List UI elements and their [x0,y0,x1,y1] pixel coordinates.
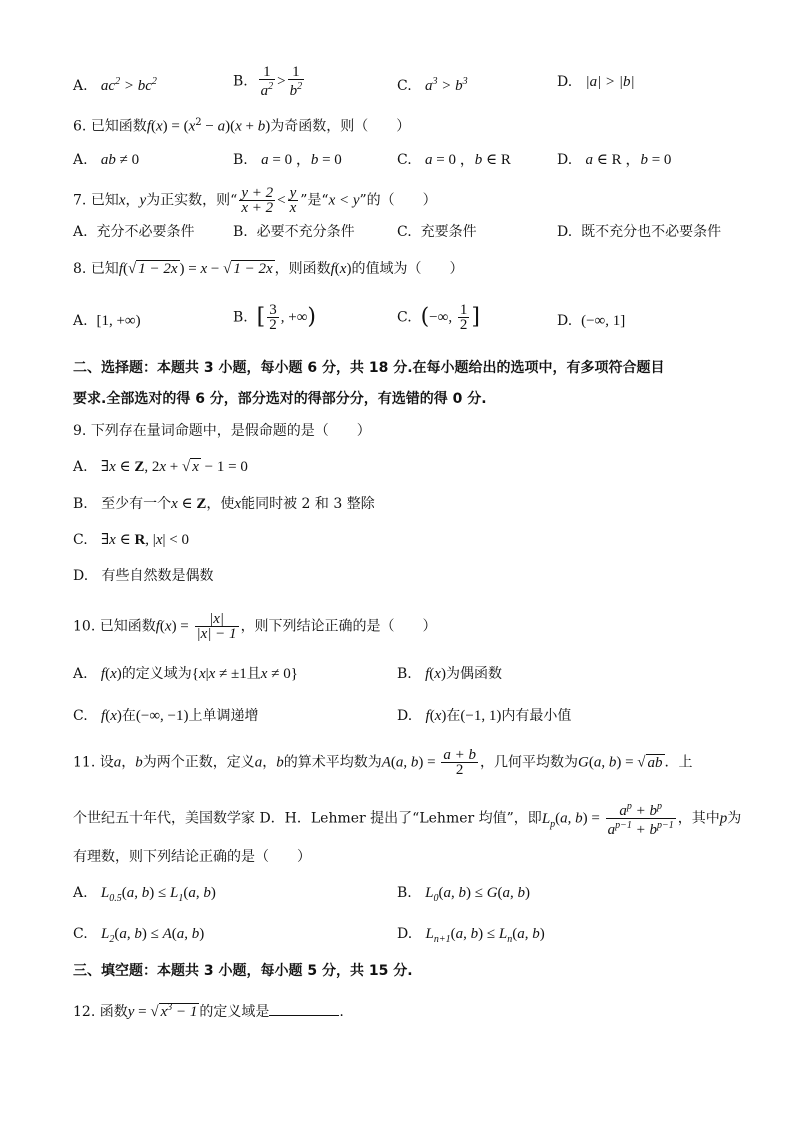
question-text: 有理数，则下列结论正确的是（ ） [73,849,311,865]
option-label: C. [397,78,412,94]
option-label: D. [557,224,573,240]
q8-option-b: B. [ $\frac{3}{2}$ , +∞) [233,302,316,333]
math-fraction: $\frac{y + 2}{x + 2}$ [241,185,274,216]
option-label: A. [73,224,88,240]
question-text: 为两个正数，定义 [142,754,255,771]
q10-option-b: B. f(x)为偶函数 [397,666,502,682]
set-name: R [611,152,622,168]
q5-option-c [397,72,468,96]
question-number: 11. [73,754,96,771]
q11-stem-line2: 个世纪五十年代，美国数学家 D．H．Lehmer 提出了“Lehmer 均值”，即$L_p(a$, b) = $\frac{a^p + b^p}{a^{p-1} + b^{p-1}}$ ，其中p为 [73,801,742,838]
option-label: A. [73,666,88,682]
option-text: 为偶函数 [445,666,502,682]
q6-option-d: D. a ∈ R ，b = 0 [557,152,672,168]
section-heading: 三、填空题：本题共 3 小题，每小题 5 分，共 15 分. [73,963,413,979]
q6-option-c: C. a = 0 ，b ∈ R [397,152,511,168]
option-label: A. [73,78,88,94]
math-fraction: $\frac{1}{a^2}$ [260,64,274,99]
q9-stem [73,421,371,441]
q9-option-c: C. ∃x ∈ R, |x| < 0 [73,532,189,548]
q6-option-a: A. ab ≠ 0 [73,152,140,168]
answer-blank[interactable] [269,1001,339,1016]
question-text: ，几何平均数为 [479,754,578,771]
q10-option-d: D. f(x)在(−1, 1)内有最小值 [397,708,572,724]
math-expr: |a| > |b| [585,74,635,90]
question-text: ，其中 [677,810,720,827]
question-number: 12. [73,1004,96,1020]
q7-option-a [73,222,194,242]
set-name: R [500,152,511,168]
option-label: B. [397,885,412,901]
option-label: A. [73,313,88,329]
question-text: ，则下列结论正确的是（ ） [240,618,437,635]
question-text: 的值域为（ ） [351,261,464,277]
q8-option-a: A. [1, +∞) [73,313,141,329]
question-text: 为奇函数，则（ ） [270,118,411,135]
question-text: 下列存在量词命题中，是假命题的是（ ） [90,423,371,439]
q5-option-d [557,72,635,92]
option-label: D. [557,74,573,90]
option-label: D. [397,926,413,942]
question-text: 的算术平均数为 [283,754,382,771]
option-label: B. [233,309,248,326]
q9-option-a: A. ∃x ∈ Z, 2x + √ x − 1 = 0 [73,459,248,475]
q7-option-b [233,222,355,242]
math-expr: a [261,152,269,168]
question-text: 为正实数，则“ [146,192,238,209]
option-text: 必要不充分条件 [256,224,355,240]
option-label: A. [73,152,88,168]
q6-option-b: B. a = 0 ，b = 0 [233,152,342,168]
q12-stem: 12. 函数y = √ $x^3 - 1$ 的定义域是 . [73,1002,344,1020]
question-text: . [339,1004,344,1020]
question-text: 已知函数 [90,118,147,135]
option-label: D. [557,152,573,168]
math-fraction: $\frac{3}{2}$ [269,302,277,333]
option-text: 的定义域为 [121,666,192,682]
q10-option-a: A. f(x)的定义域为{x|x ≠ ±1且x ≠ 0} [73,666,298,682]
question-text: ”是“ [300,192,329,209]
question-text: 函数 [99,1004,128,1020]
q11-option-c: C. $L_2(a$, b) ≤ A(a, b) [73,926,205,945]
question-text: ”的（ ） [359,192,437,209]
question-text: ．上 [664,754,693,771]
question-text: 已知 [90,192,119,209]
option-label: B. [73,496,88,512]
option-text: 既不充分也不必要条件 [581,224,722,240]
option-label: B. [397,666,412,682]
math-fraction: $\frac{a + b}{2}$ [443,747,476,778]
q11-stem-line1: 11. 设a，b为两个正数，定义a，b的算术平均数为A(a, b) = $\frac{a + b}{2}$ ，几何平均数为G(a, b) = √ ab ．上 [73,747,693,778]
math-expr: $a^3 > b^3$ [425,76,468,94]
option-label: C. [397,224,412,240]
q10-option-c: C. f(x)在(−∞, −1)上单调递增 [73,708,259,724]
math-expr: $ac^2 > bc^2$ [100,76,157,94]
math-expr: a [425,152,433,168]
section-heading: 二、选择题：本题共 3 小题，每小题 6 分，共 18 分.在每小题给出的选项中，有多项符合题目 [73,360,665,376]
option-label: D. [397,708,413,724]
option-label: B. [233,73,248,90]
question-text: 设 [99,754,114,771]
math-fraction: $\frac{1}{b^2}$ [289,64,303,99]
q11-option-b: B. $L_0(a$, b) ≤ G(a, b) [397,885,531,904]
q11-option-d: D. $L_{n+1}(a$, $b) \le L_n(a$, b) [397,926,545,945]
q11-stem-line3 [73,847,311,867]
question-number: 7. [73,192,87,209]
question-text: 的定义域是 [199,1004,270,1020]
question-text: ， [121,754,136,771]
option-label: C. [397,152,412,168]
math-fraction: $\frac{a^p + b^p}{a^{p-1} + b^{p-1}}$ [607,801,674,838]
question-text: 已知函数 [99,618,156,635]
question-number: 6. [73,118,87,135]
q7-option-d [557,222,721,242]
math-fraction: $\frac{y}{x}$ [289,185,297,216]
math-fraction: $\frac{|x|}{|x| - 1}$ [196,611,237,642]
option-text: 且 [246,666,261,682]
option-label: B. [233,224,248,240]
question-text: 个世纪五十年代，美国数学家 D．H．Lehmer 提出了“Lehmer 均值”，即 [73,810,542,827]
section-heading-cont: 要求.全部选对的得 6 分，部分选对的得部分分，有选错的得 0 分. [73,391,487,407]
option-label: C. [397,309,412,326]
option-text: 内有最小值 [501,708,572,724]
question-text: ， [262,754,277,771]
q7-stem: 7. 已知x，y为正实数，则“ $\frac{y + 2}{x + 2}$ < $\frac{y}{x}$ ”是“x < y”的（ ） [73,185,437,216]
q5-option-b: B. $\frac{1}{a^2}$ > $\frac{1}{b^2}$ [233,64,303,99]
math-expr: ab [100,152,116,168]
math-fraction: $\frac{1}{2}$ [459,302,468,333]
option-text: 在 [446,708,461,724]
option-text: ，使 [206,496,235,512]
option-label: A. [73,885,88,901]
option-text: 有些自然数是偶数 [101,568,214,584]
option-text: 充要条件 [420,224,477,240]
math-expr: a [585,152,594,168]
question-number: 9. [73,423,87,439]
q10-stem: 10. 已知函数f(x) = $\frac{|x|}{|x| - 1}$ ，则下列结论正确的是（ ） [73,611,437,642]
q8-option-d: D. (−∞, 1] [557,313,626,329]
q5-option-a [73,72,157,96]
math-expr: f [146,118,151,135]
question-text: 为 [727,810,742,827]
option-label: A. [73,459,88,475]
option-label: C. [73,926,88,942]
question-number: 8. [73,261,87,277]
option-label: D. [557,313,573,329]
option-label: B. [233,152,248,168]
q8-option-c: C. (−∞, $\frac{1}{2}$ ] [397,302,480,333]
option-label: C. [73,708,88,724]
question-text: ，则函数 [274,261,331,277]
option-label: C. [73,532,88,548]
option-label: D. [73,568,89,584]
question-text: 已知 [90,261,119,277]
question-number: 10. [73,618,96,635]
option-text: 充分不必要条件 [96,224,195,240]
q6-stem: 6. 已知函数$f(x) = (x^2 - a)(x + b)$为奇函数，则（ ） [73,117,411,135]
option-text: 至少有一个 [101,496,172,512]
option-text: 能同时被 2 和 3 整除 [241,496,375,512]
q8-stem: 8. 已知f(√ 1 − 2x ) = x − √ 1 − 2x ，则函数f(x)的值域为（ ） [73,261,464,277]
q11-option-a: A. $L_{0.5}(a$, $b) \le L_1(a$, b) [73,885,216,904]
q7-option-c [397,222,477,242]
option-text: 在 [121,708,136,724]
q9-option-d [73,566,214,586]
q9-option-b: B. 至少有一个x ∈ Z，使x能同时被 2 和 3 整除 [73,496,375,512]
option-text: 上单调递增 [188,708,259,724]
